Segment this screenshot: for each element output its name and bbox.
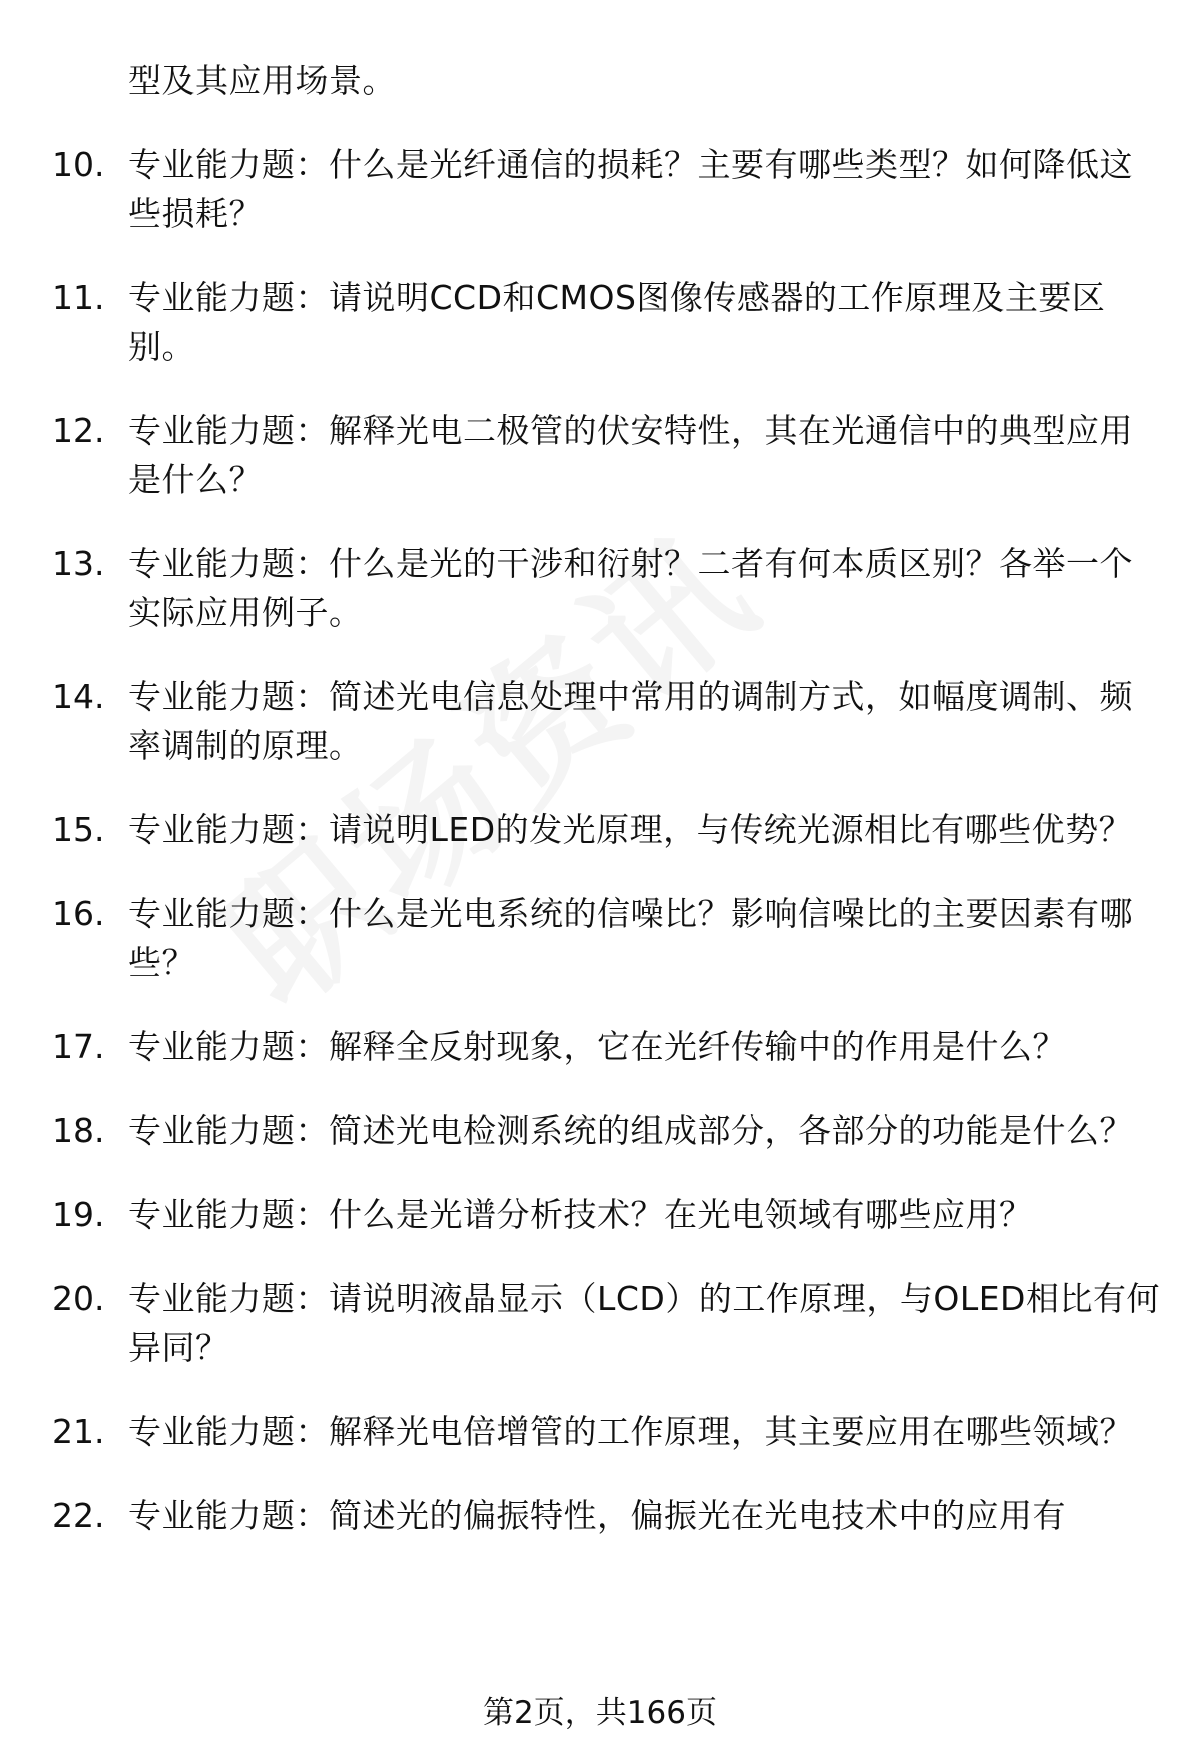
item-text: 专业能力题：什么是光谱分析技术？在光电领域有哪些应用？ (128, 1195, 1033, 1234)
item-number: 22. (52, 1496, 105, 1535)
item-number: 18. (52, 1111, 105, 1150)
item-text: 专业能力题：简述光电信息处理中常用的调制方式，如幅度调制、频率调制的原理。 (128, 677, 1133, 765)
item-number: 10. (52, 145, 105, 184)
item-text: 专业能力题：什么是光电系统的信噪比？影响信噪比的主要因素有哪些？ (128, 894, 1133, 982)
item-number: 15. (52, 810, 105, 849)
list-item (0, 805, 1200, 854)
list-item (0, 140, 1200, 238)
item-number: 11. (52, 278, 105, 317)
list-item (0, 56, 1200, 105)
item-text: 专业能力题：请说明LED的发光原理，与传统光源相比有哪些优势？ (128, 810, 1133, 849)
question-list (0, 56, 1200, 1575)
list-item (0, 1407, 1200, 1456)
item-text: 专业能力题：什么是光的干涉和衍射？二者有何本质区别？各举一个实际应用例子。 (128, 544, 1133, 632)
item-number: 14. (52, 677, 105, 716)
list-item (0, 1106, 1200, 1155)
item-number: 12. (52, 411, 105, 450)
item-text: 专业能力题：简述光的偏振特性，偏振光在光电技术中的应用有 (128, 1496, 1066, 1535)
list-item (0, 273, 1200, 371)
item-number: 16. (52, 894, 105, 933)
item-text: 专业能力题：解释光电倍增管的工作原理，其主要应用在哪些领域？ (128, 1412, 1133, 1451)
list-item (0, 672, 1200, 770)
item-text: 专业能力题：解释全反射现象，它在光纤传输中的作用是什么？ (128, 1027, 1066, 1066)
item-text: 型及其应用场景。 (128, 61, 396, 100)
list-item (0, 1274, 1200, 1372)
list-item (0, 1022, 1200, 1071)
item-number: 19. (52, 1195, 105, 1234)
item-number: 13. (52, 544, 105, 583)
list-item (0, 539, 1200, 637)
list-item (0, 1190, 1200, 1239)
list-item (0, 889, 1200, 987)
item-text: 专业能力题：解释光电二极管的伏安特性，其在光通信中的典型应用是什么？ (128, 411, 1133, 499)
item-number: 21. (52, 1412, 105, 1451)
item-text: 专业能力题：什么是光纤通信的损耗？主要有哪些类型？如何降低这些损耗？ (128, 145, 1133, 233)
page-number-footer: 第2页，共166页 (483, 1695, 717, 1731)
item-text: 专业能力题：请说明液晶显示（LCD）的工作原理，与OLED相比有何异同？ (128, 1279, 1160, 1367)
item-text: 专业能力题：简述光电检测系统的组成部分，各部分的功能是什么？ (128, 1111, 1133, 1150)
list-item (0, 1491, 1200, 1540)
item-number: 17. (52, 1027, 105, 1066)
list-item (0, 406, 1200, 504)
item-text: 专业能力题：请说明CCD和CMOS图像传感器的工作原理及主要区别。 (128, 278, 1106, 366)
item-number: 20. (52, 1279, 105, 1318)
